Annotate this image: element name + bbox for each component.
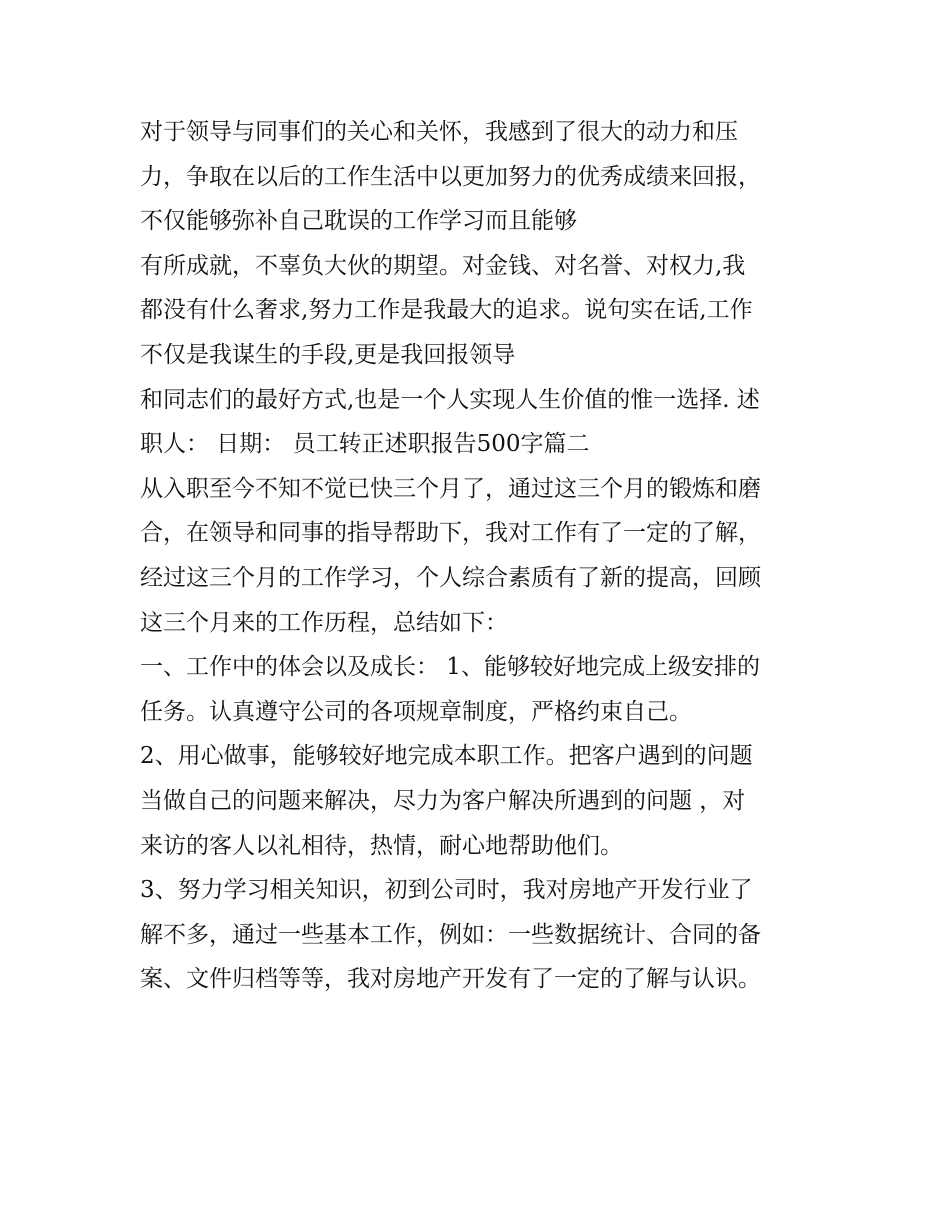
text-line: 不仅能够弥补自己耽误的工作学习而且能够 bbox=[140, 208, 577, 235]
text-line: 这三个月来的工作历程，总结如下： bbox=[140, 609, 508, 636]
text-line: 任务。认真遵守公司的各项规章制度，严格约束自己。 bbox=[140, 698, 692, 725]
text-line: 力，争取在以后的工作生活中以更加努力的优秀成绩来回报， bbox=[140, 163, 761, 190]
text-line: 解不多，通过一些基本工作，例如：一些数据统计、合同的备 bbox=[140, 921, 761, 948]
text-line: 经过这三个月的工作学习，个人综合素质有了新的提高，回顾 bbox=[140, 564, 761, 591]
text-line: 3、努力学习相关知识，初到公司时，我对房地产开发行业了 bbox=[140, 877, 753, 904]
text-line: 对于领导与同事们的关心和关怀，我感到了很大的动力和压 bbox=[140, 119, 738, 145]
text-line: 2、用心做事，能够较好地完成本职工作。把客户遇到的问题 bbox=[140, 743, 753, 770]
report-body bbox=[140, 110, 830, 1002]
text-line: 职人： 日期： 员工转正述职报告500字篇二 bbox=[140, 431, 590, 458]
text-line: 有所成就，不辜负大伙的期望。对金钱、对名誉、对权力,我 bbox=[140, 252, 746, 279]
text-line: 和同志们的最好方式,也是一个人实现人生价值的惟一选择. 述 bbox=[140, 386, 760, 413]
text-line: 合，在领导和同事的指导帮助下，我对工作有了一定的了解， bbox=[140, 520, 761, 547]
text-line: 案、文件归档等等，我对房地产开发有了一定的了解与认识。 bbox=[140, 966, 761, 993]
text-line: 从入职至今不知不觉已快三个月了，通过这三个月的锻炼和磨 bbox=[140, 475, 761, 502]
text-line: 一、工作中的体会以及成长： 1、能够较好地完成上级安排的 bbox=[140, 654, 760, 681]
text-line: 当做自己的问题来解决，尽力为客户解决所遇到的问题 ，对 bbox=[140, 787, 746, 814]
text-line: 都没有什么奢求,努力工作是我最大的追求。说句实在话,工作 bbox=[140, 297, 753, 324]
text-line: 来访的客人以礼相待，热情，耐心地帮助他们。 bbox=[140, 832, 623, 859]
text-line: 不仅是我谋生的手段,更是我回报领导 bbox=[140, 341, 516, 368]
